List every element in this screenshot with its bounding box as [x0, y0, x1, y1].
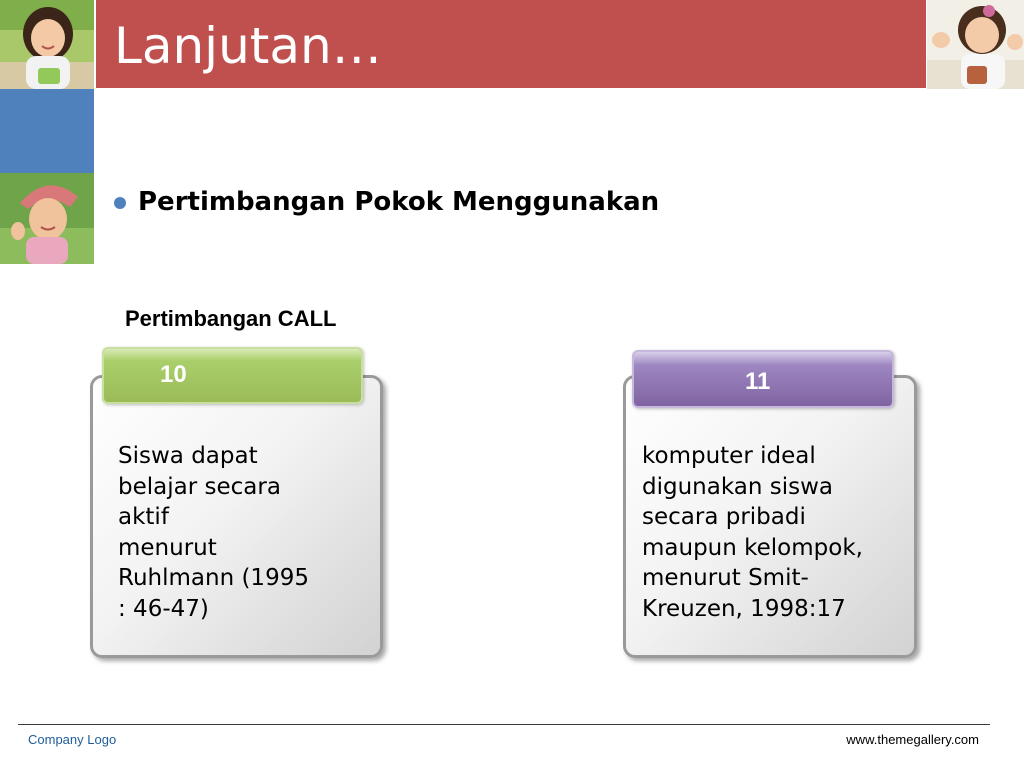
child-photo-top-left — [0, 0, 94, 89]
company-logo-text: Company Logo — [28, 732, 117, 747]
card-label-number: 11 — [745, 368, 771, 395]
card-label-number: 10 — [160, 361, 187, 388]
sub-heading: Pertimbangan CALL — [125, 306, 337, 331]
bullet-dot-icon — [114, 197, 126, 209]
card-text: Siswa dapat belajar secara aktif menurut Ruhlmann (1995 : 46-47) — [118, 443, 309, 622]
slide-title: Lanjutan… — [114, 17, 382, 75]
bullet-text: Pertimbangan Pokok Menggunakan — [138, 187, 660, 217]
child-photo-top-right — [927, 0, 1024, 89]
website-url: www.themegallery.com — [846, 732, 979, 747]
card-label-10 — [102, 347, 363, 404]
blue-accent-block — [0, 89, 94, 173]
footer-divider — [18, 724, 990, 725]
title-bar — [96, 0, 926, 88]
card-text: komputer ideal digunakan siswa secara pribadi maupun kelompok, menurut Smit- Kreuzen, 1998:17 — [642, 443, 863, 622]
card-10 — [90, 375, 383, 658]
card-11 — [623, 375, 917, 658]
child-photo-mid-left — [0, 173, 94, 264]
card-label-11 — [632, 350, 894, 408]
